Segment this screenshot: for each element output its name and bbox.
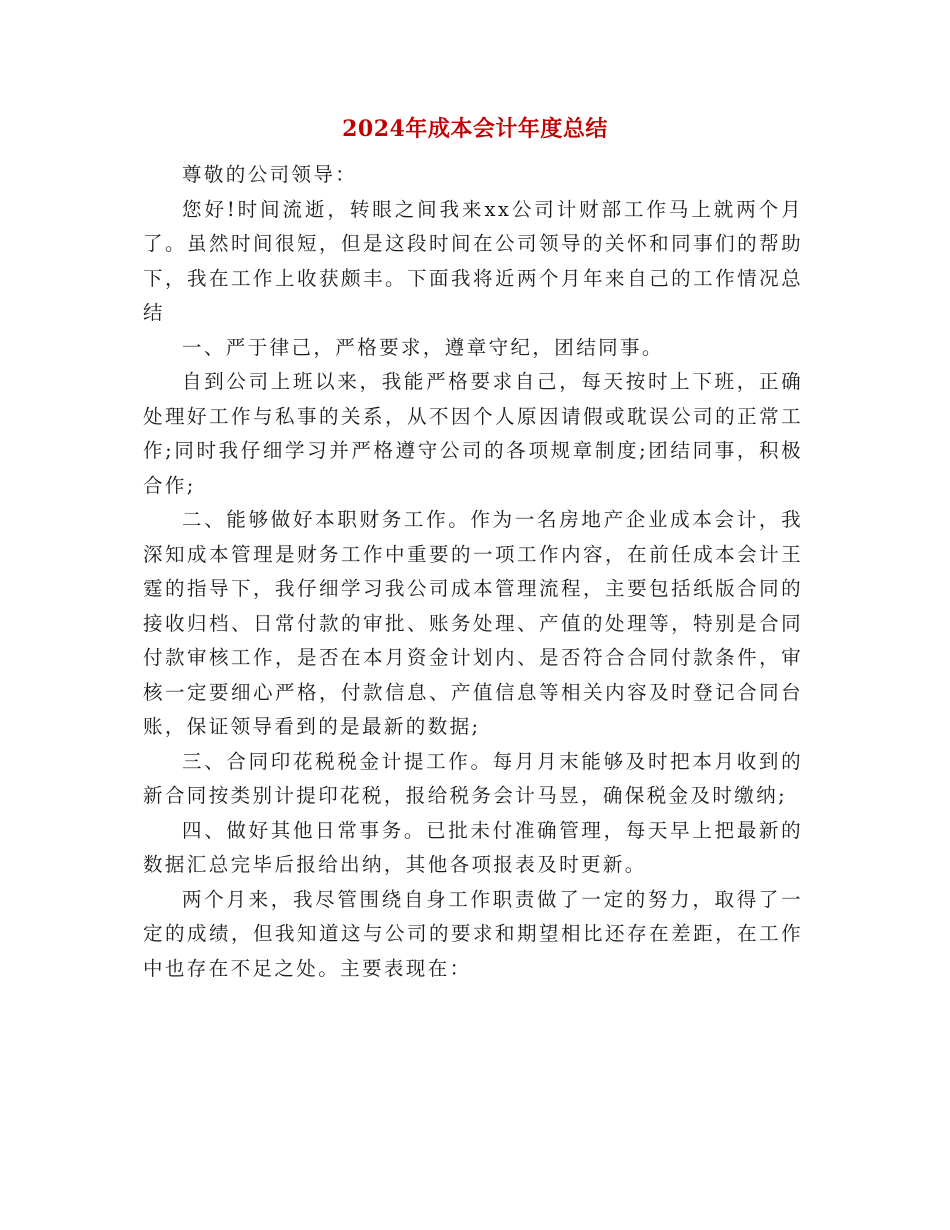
- heading-section-1: 一、严于律己，严格要求，遵章守纪，团结同事。: [182, 335, 664, 359]
- paragraph-section-2: 二、能够做好本职财务工作。作为一名房地产企业成本会计，我深知成本管理是财务工作中重要的一项工作内容，在前任成本会计王霆的指导下，我仔细学习我公司成本管理流程，主要包括纸版合同的接收归档、日常付款的审批、账务处理、产值的处理等，特别是合同付款审核工作，是否在本月资金计划内、是否符合合同付款条件，审核一定要细心严格，付款信息、产值信息等相关内容及时登记合同台账，保证领导看到的是最新的数据;: [143, 508, 803, 738]
- document-title: 2024年成本会计年度总结: [342, 116, 608, 142]
- paragraph-section-3: 三、合同印花税税金计提工作。每月月末能够及时把本月收到的新合同按类别计提印花税，报给税务会计马昱，确保税金及时缴纳;: [143, 749, 803, 807]
- paragraph-section-1: 自到公司上班以来，我能严格要求自己，每天按时上下班，正确处理好工作与私事的关系，从不因个人原因请假或耽误公司的正常工作;同时我仔细学习并严格遵守公司的各项规章制度;团结同事，积极合作;: [143, 370, 803, 497]
- document-body: [143, 158, 803, 986]
- paragraph-intro: 您好!时间流逝，转眼之间我来xx公司计财部工作马上就两个月了。虽然时间很短，但是这段时间在公司领导的关怀和同事们的帮助下，我在工作上收获颇丰。下面我将近两个月年来自己的工作情况总结: [143, 197, 803, 324]
- paragraph-summary: 两个月来，我尽管围绕自身工作职责做了一定的努力，取得了一定的成绩，但我知道这与公司的要求和期望相比还存在差距，在工作中也存在不足之处。主要表现在：: [143, 887, 803, 980]
- greeting: 尊敬的公司领导：: [182, 163, 358, 186]
- paragraph-section-4: 四、做好其他日常事务。已批未付准确管理，每天早上把最新的数据汇总完毕后报给出纳，其他各项报表及时更新。: [143, 818, 803, 876]
